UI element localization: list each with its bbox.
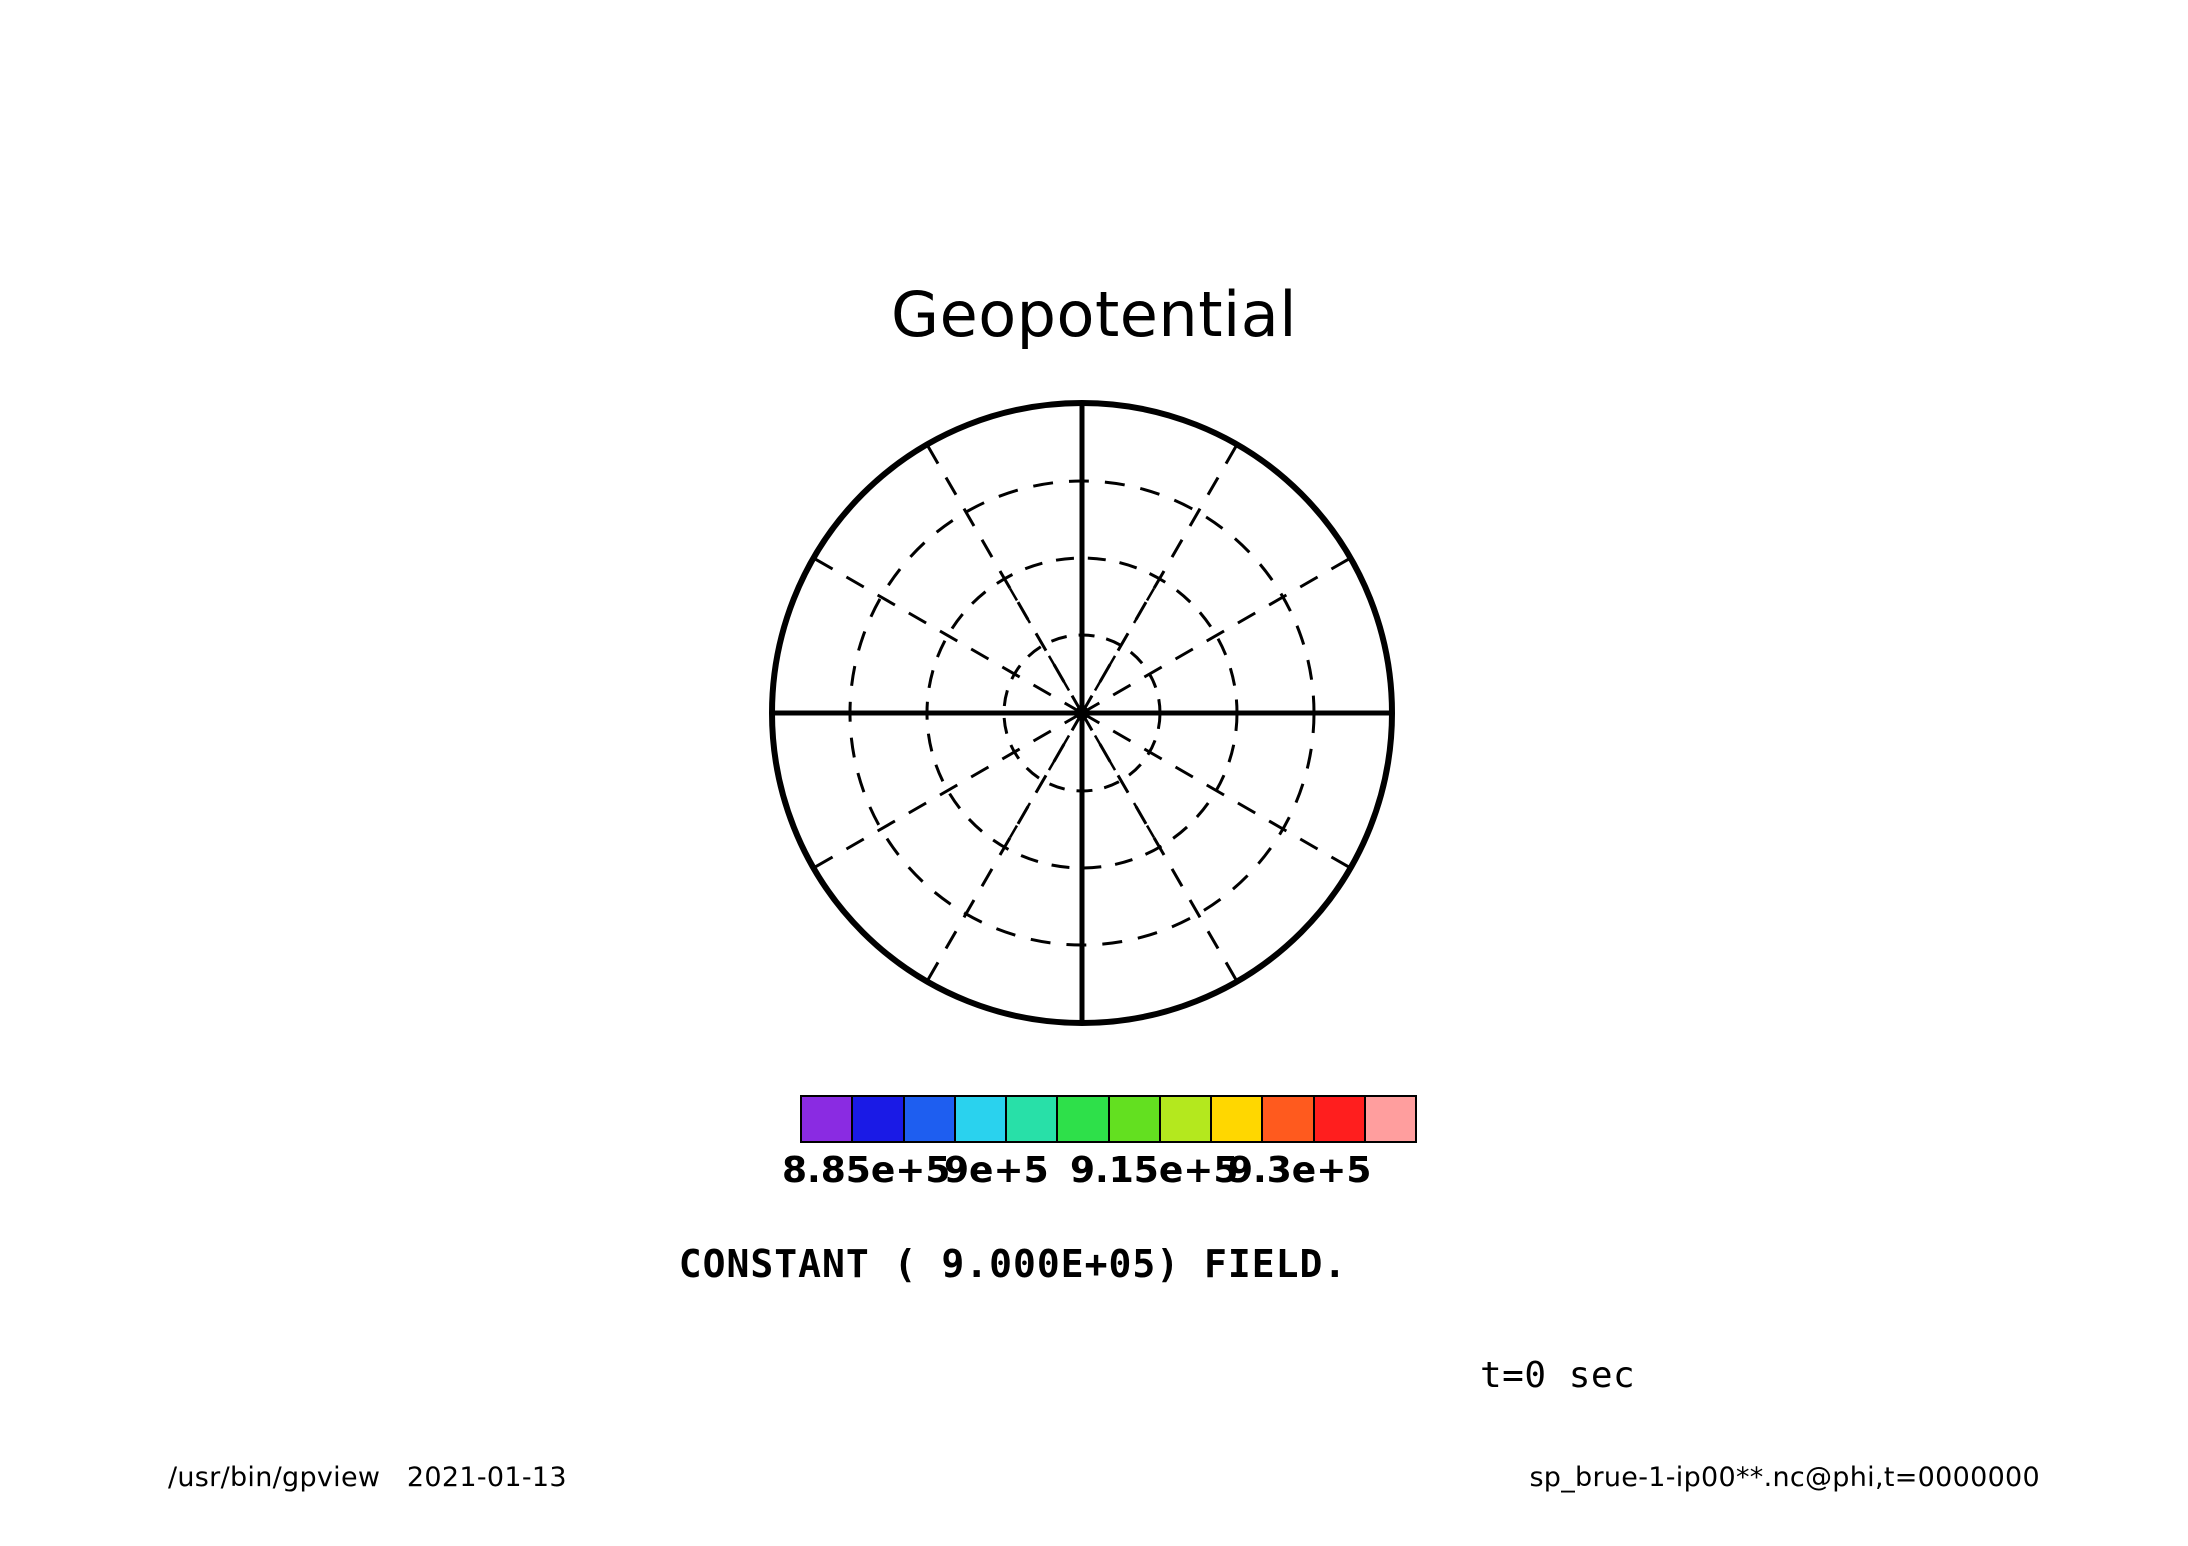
colorbar-swatch [1058,1097,1109,1141]
polar-map [762,358,1452,1068]
colorbar-tick-label: 9e+5 [944,1150,1049,1191]
colorbar-swatch [1212,1097,1263,1141]
colorbar-swatch [1110,1097,1161,1141]
colorbar-tick-labels [760,1150,1460,1196]
colorbar-swatch [1007,1097,1058,1141]
page-title: Geopotential [891,278,1297,351]
map-graticule [772,403,1392,1023]
footer-right-text: sp_brue-1-ip00**.nc@phi,t=0000000 [1529,1462,2040,1493]
chart-caption-text: CONSTANT ( 9.000E+05) FIELD. [678,1242,1348,1286]
colorbar-swatch [956,1097,1007,1141]
colorbar-swatch [1161,1097,1212,1141]
colorbar-swatch [802,1097,853,1141]
colorbar-swatch [853,1097,904,1141]
colorbar-tick-label: 9.3e+5 [1228,1150,1372,1191]
colorbar-swatch [1263,1097,1314,1141]
colorbar-swatch [1315,1097,1366,1141]
colorbar-swatch [1366,1097,1415,1141]
colorbar-tick-label: 9.15e+5 [1070,1150,1239,1191]
chart-caption [0,1242,2188,1286]
time-label: t=0 sec [1480,1355,1636,1396]
footer-left-text: /usr/bin/gpview 2021-01-13 [168,1462,567,1493]
colorbar-tick-label: 8.85e+5 [782,1150,951,1191]
colorbar-swatch [905,1097,956,1141]
colorbar [800,1095,1417,1143]
